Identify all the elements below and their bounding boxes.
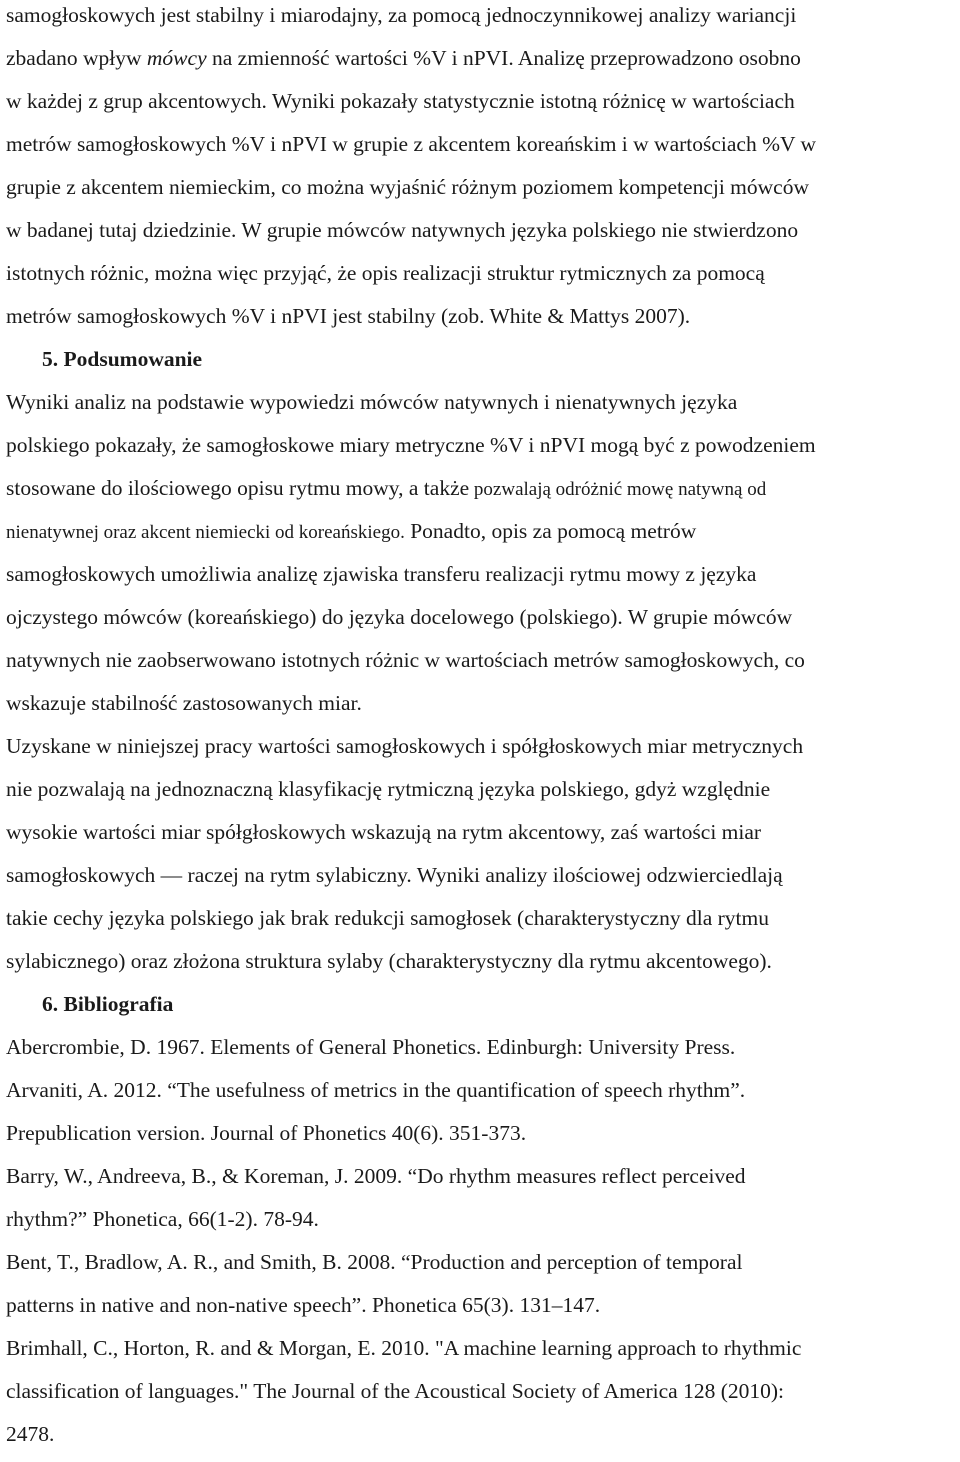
body-text-line: Wyniki analiz na podstawie wypowiedzi mówców natywnych i nienatywnych języka bbox=[6, 390, 738, 414]
bibliography-line: Prepublication version. Journal of Phonetics 40(6). 351-373. bbox=[6, 1121, 527, 1145]
body-text-line: nie pozwalają na jednoznaczną klasyfikację rytmiczną języka polskiego, gdyż względnie bbox=[6, 777, 771, 801]
section-number: 5. bbox=[42, 347, 59, 371]
body-text-line: wysokie wartości miar spółgłoskowych wskazują na rytm akcentowy, zaś wartości miar bbox=[6, 820, 762, 844]
body-text-line: grupie z akcentem niemieckim, co można wyjaśnić różnym poziomem kompetencji mówców bbox=[6, 175, 810, 199]
body-text-line: ojczystego mówców (koreańskiego) do języka docelowego (polskiego). W grupie mówców bbox=[6, 605, 793, 629]
section-number: 6. bbox=[42, 992, 59, 1016]
body-text-line: stosowane do ilościowego opisu rytmu mowy, a także pozwalają odróżnić mowę natywną od bbox=[6, 476, 767, 500]
bibliography-line: classification of languages." The Journal of the Acoustical Society of America 128 (2010): bbox=[6, 1379, 784, 1403]
body-text-line: natywnych nie zaobserwowano istotnych różnic w wartościach metrów samogłoskowych, co bbox=[6, 648, 805, 672]
section-title: Podsumowanie bbox=[63, 347, 203, 371]
body-text-line: wskazuje stabilność zastosowanych miar. bbox=[6, 691, 362, 715]
body-text-line: polskiego pokazały, że samogłoskowe miary metryczne %V i nPVI mogą być z powodzeniem bbox=[6, 433, 816, 457]
bibliography-line: rhythm?” Phonetica, 66(1-2). 78-94. bbox=[6, 1207, 319, 1231]
body-text-line: takie cechy języka polskiego jak brak redukcji samogłosek (charakterystyczny dla rytmu bbox=[6, 906, 769, 930]
body-text-line: metrów samogłoskowych %V i nPVI jest stabilny (zob. White & Mattys 2007). bbox=[6, 304, 691, 328]
body-text-line: nienatywnej oraz akcent niemiecki od koreańskiego. Ponadto, opis za pomocą metrów bbox=[6, 519, 697, 543]
section-heading bbox=[42, 991, 173, 1017]
body-text-line: samogłoskowych — raczej na rytm sylabiczny. Wyniki analizy ilościowej odzwierciedlają bbox=[6, 863, 783, 887]
bibliography-line: Abercrombie, D. 1967. Elements of General Phonetics. Edinburgh: University Press. bbox=[6, 1035, 736, 1059]
body-text-line: w każdej z grup akcentowych. Wyniki pokazały statystycznie istotną różnicę w wartościach bbox=[6, 89, 795, 113]
section-title: Bibliografia bbox=[63, 992, 174, 1016]
body-text-line: samogłoskowych umożliwia analizę zjawiska transferu realizacji rytmu mowy z języka bbox=[6, 562, 757, 586]
italic-term: mówcy bbox=[146, 46, 207, 70]
bibliography-line: Bent, T., Bradlow, A. R., and Smith, B. 2008. “Production and perception of temporal bbox=[6, 1250, 743, 1274]
body-text-line: zbadano wpływ mówcy na zmienność wartości %V i nPVI. Analizę przeprowadzono osobno bbox=[6, 46, 801, 70]
body-text-line: w badanej tutaj dziedzinie. W grupie mówców natywnych języka polskiego nie stwierdzono bbox=[6, 218, 799, 242]
body-text-line: sylabicznego) oraz złożona struktura sylaby (charakterystyczny dla rytmu akcentowego). bbox=[6, 949, 772, 973]
bibliography-line: Brimhall, C., Horton, R. and & Morgan, E. 2010. "A machine learning approach to rhythmic bbox=[6, 1336, 802, 1360]
body-text-line: istotnych różnic, można więc przyjąć, że opis realizacji struktur rytmicznych za pomocą bbox=[6, 261, 765, 285]
bibliography-line: patterns in native and non-native speech”. Phonetica 65(3). 131–147. bbox=[6, 1293, 601, 1317]
bibliography-line: Arvaniti, A. 2012. “The usefulness of metrics in the quantification of speech rhythm”. bbox=[6, 1078, 746, 1102]
body-text-line: metrów samogłoskowych %V i nPVI w grupie z akcentem koreańskim i w wartościach %V w bbox=[6, 132, 817, 156]
bibliography-line: Barry, W., Andreeva, B., & Koreman, J. 2009. “Do rhythm measures reflect perceived bbox=[6, 1164, 746, 1188]
body-text-line: Uzyskane w niniejszej pracy wartości samogłoskowych i spółgłoskowych miar metrycznych bbox=[6, 734, 804, 758]
section-heading bbox=[42, 346, 202, 372]
bibliography-line: 2478. bbox=[6, 1422, 55, 1446]
body-text-line: samogłoskowych jest stabilny i miarodajny, za pomocą jednoczynnikowej analizy wariancji bbox=[6, 3, 797, 27]
